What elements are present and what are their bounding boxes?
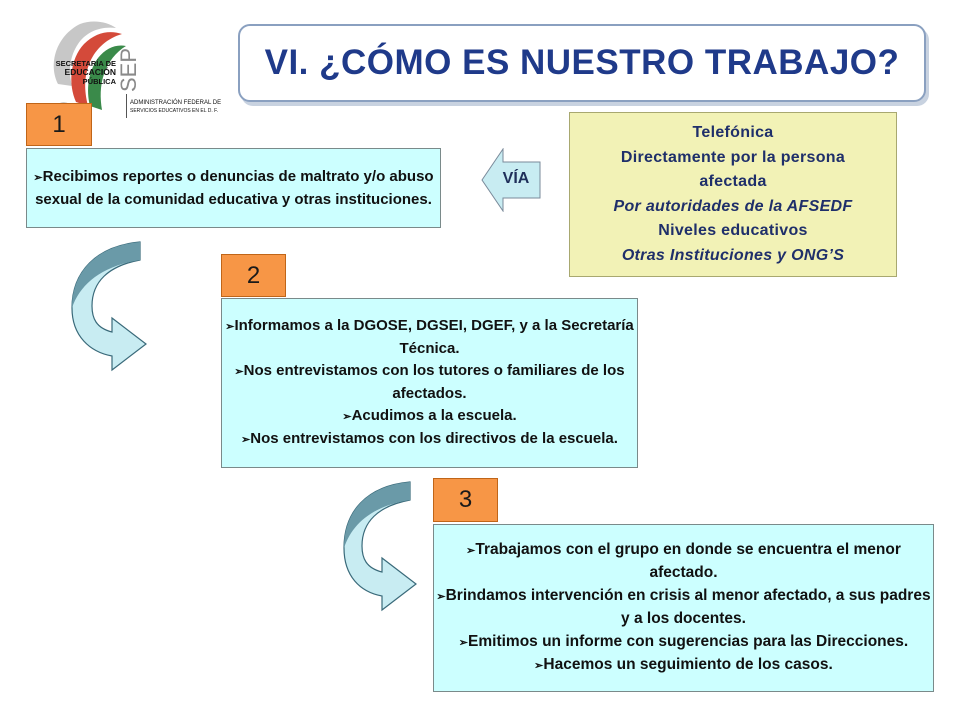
logo-line2: EDUCACIÓN xyxy=(64,67,116,77)
step-2-item: ➢Nos entrevistamos con los directivos de la escuela. xyxy=(241,430,618,447)
step-2-badge: 2 xyxy=(221,254,286,297)
logo-sub2: SERVICIOS EDUCATIVOS EN EL D. F. xyxy=(130,108,218,114)
logo-acronym: SEP xyxy=(116,48,141,93)
step-3-badge: 3 xyxy=(433,478,498,522)
bullet-arrow-icon: ➢ xyxy=(458,636,469,649)
logo-sub1: ADMINISTRACIÓN FEDERAL DE xyxy=(130,100,222,106)
logo-line1: SECRETARÍA DE xyxy=(55,59,116,68)
step-2-item: ➢Nos entrevistamos con los tutores o familiares de los afectados. xyxy=(234,362,625,402)
channel-item: Niveles educativos xyxy=(658,222,808,239)
bullet-arrow-icon: ➢ xyxy=(225,321,235,333)
page-title: VI. ¿CÓMO ES NUESTRO TRABAJO? xyxy=(264,43,900,82)
bullet-arrow-icon: ➢ xyxy=(241,434,251,446)
step-3-box xyxy=(433,524,934,692)
curved-arrow-icon xyxy=(68,238,150,378)
step-1-item: ➢Recibimos reportes o denuncias de maltrato y/o abuso sexual de la comunidad educativa y otras instituciones. xyxy=(33,168,434,208)
step-3-item: ➢Hacemos un seguimiento de los casos. xyxy=(534,656,833,673)
bullet-arrow-icon: ➢ xyxy=(466,544,476,557)
curved-arrow-icon xyxy=(340,478,420,618)
channel-item: Directamente por la persona afectada xyxy=(620,148,846,190)
via-label: VÍA xyxy=(502,170,530,187)
step-3-item: ➢Trabajamos con el grupo en donde se encuentra el menor afectado. xyxy=(466,540,901,581)
logo-line3: PÚBLICA xyxy=(82,77,116,86)
channel-item: Telefónica xyxy=(692,124,774,141)
bullet-arrow-icon: ➢ xyxy=(342,411,352,423)
title-box xyxy=(238,24,926,102)
step-3-item: ➢Emitimos un informe con sugerencias para las Direcciones. xyxy=(458,632,909,650)
step-2-box xyxy=(221,298,638,468)
via-channels-box xyxy=(569,112,897,277)
bullet-arrow-icon: ➢ xyxy=(534,660,544,672)
logo-divider xyxy=(126,94,127,118)
step-2-item: ➢Acudimos a la escuela. xyxy=(342,407,517,424)
channel-item: Otras Instituciones y ONG’S xyxy=(621,246,845,264)
step-1-box xyxy=(26,148,441,228)
bullet-arrow-icon: ➢ xyxy=(436,590,446,603)
step-1-badge: 1 xyxy=(26,103,92,146)
step-2-item: ➢Informamos a la DGOSE, DGSEI, DGEF, y a la Secretaría Técnica. xyxy=(225,317,634,357)
step-3-item: ➢Brindamos intervención en crisis al menor afectado, a sus padres y a los docentes. xyxy=(436,586,931,627)
bullet-arrow-icon: ➢ xyxy=(234,366,244,378)
bullet-arrow-icon: ➢ xyxy=(33,172,43,184)
channel-item: Por autoridades de la AFSEDF xyxy=(613,197,853,215)
